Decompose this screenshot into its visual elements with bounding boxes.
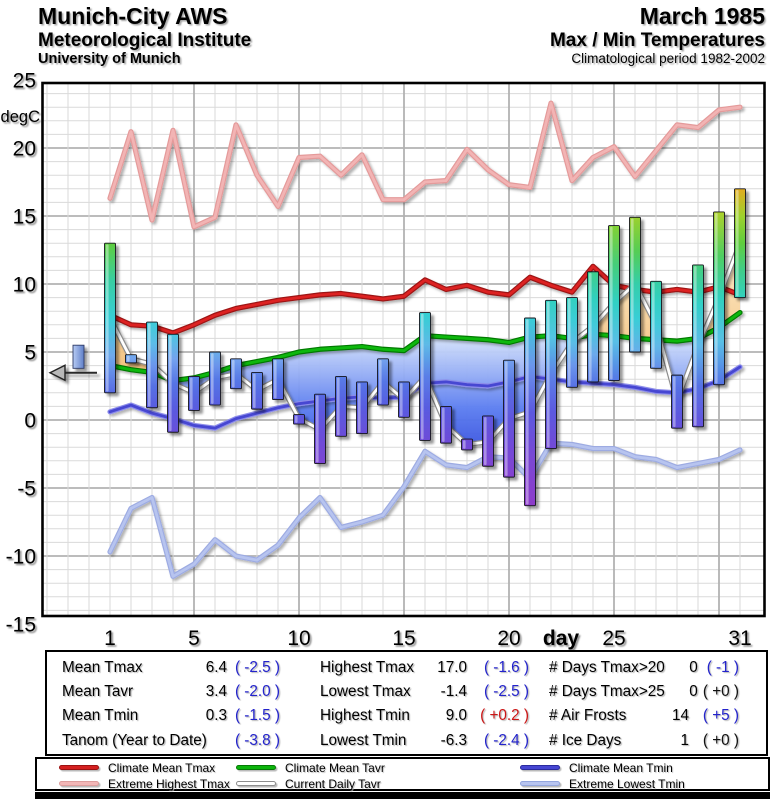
bar-day-7 — [231, 359, 242, 389]
bar-day-3 — [147, 322, 158, 408]
climatological-period: Climatological period 1982-2002 — [571, 51, 765, 67]
stat-anomaly: ( +0 ) — [702, 731, 739, 749]
bar-day-12 — [336, 376, 347, 436]
bar-day-18 — [462, 439, 473, 450]
stat-value: -6.3 — [440, 731, 467, 749]
bar-day-31 — [735, 189, 746, 298]
legend-line-swatch — [59, 765, 99, 770]
stat-label: # Ice Days — [549, 731, 622, 749]
legend-label: Climate Mean Tavr — [285, 760, 385, 775]
stat-label: Tanom (Year to Date) — [62, 731, 207, 749]
stat-label: # Air Frosts — [549, 707, 627, 725]
bar-day-9 — [273, 359, 284, 400]
stat-row — [549, 683, 739, 707]
legend-entry — [59, 761, 230, 776]
institute-name: Meteorological Institute — [38, 29, 252, 51]
stat-anomaly: ( -2.4 ) — [483, 731, 529, 749]
legend-column-2 — [236, 759, 385, 789]
bar-day-17 — [441, 406, 452, 443]
bar-day-6 — [210, 352, 221, 405]
stat-row — [549, 732, 739, 756]
stat-anomaly: ( -2.5 ) — [234, 659, 280, 676]
stat-label: Highest Tmin — [320, 707, 410, 725]
legend-line-swatch — [59, 781, 99, 786]
legend-entry — [236, 777, 385, 792]
legend-entry — [520, 777, 685, 792]
legend-column-3 — [520, 759, 685, 789]
x-tick-5: 5 — [188, 627, 200, 650]
legend-label: Current Daily Tavr — [285, 776, 381, 791]
stat-row — [320, 683, 529, 707]
stat-value: 6.4 — [205, 659, 227, 676]
bar-day-1 — [105, 243, 116, 393]
legend-line-swatch — [236, 765, 276, 770]
y-tick-5: 5 — [24, 341, 36, 365]
legend-label: Climate Mean Tmin — [569, 760, 673, 775]
bar-day-14 — [378, 359, 389, 405]
legend-label: Extreme Highest Tmax — [108, 776, 230, 791]
bottom-rule — [35, 792, 770, 799]
stat-value: -1.4 — [440, 683, 467, 701]
stat-anomaly: ( -1.6 ) — [483, 659, 529, 676]
bar-day-30 — [714, 212, 725, 385]
monthly-statistics-panel — [45, 650, 768, 756]
bar-day-28 — [672, 375, 683, 428]
stat-label: # Days Tmax>25 — [549, 683, 665, 701]
chart-legend — [35, 757, 770, 791]
mean-tavr-indicator — [50, 345, 97, 380]
x-tick-10: 10 — [287, 627, 311, 650]
legend-entry — [236, 761, 385, 776]
stat-row — [320, 659, 529, 683]
bar-day-27 — [651, 281, 662, 368]
bar-day-25 — [609, 226, 620, 381]
stat-label: # Days Tmax>20 — [549, 659, 665, 676]
bar-day-8 — [252, 372, 263, 409]
x-tick-20: 20 — [497, 627, 521, 650]
y-axis-unit: degC — [0, 108, 40, 126]
y-tick--5: -5 — [17, 477, 36, 501]
bar-day-15 — [399, 382, 410, 417]
bar-day-11 — [315, 394, 326, 463]
bar-day-16 — [420, 313, 431, 441]
y-tick-20: 20 — [12, 137, 36, 161]
stat-value: 0 — [689, 683, 698, 701]
stats-column-3 — [549, 659, 739, 756]
stat-value: 17.0 — [437, 659, 467, 676]
y-tick-10: 10 — [12, 273, 36, 297]
legend-entry — [520, 761, 685, 776]
stat-label: Lowest Tmin — [320, 731, 407, 749]
stat-value: 0.3 — [205, 707, 227, 725]
stat-anomaly: ( -3.8 ) — [234, 731, 280, 749]
stat-label: Mean Tmax — [62, 659, 143, 676]
x-tick-31: 31 — [728, 627, 752, 650]
stat-value: 14 — [671, 707, 689, 725]
x-axis-label: day — [542, 627, 580, 650]
stat-row — [320, 707, 529, 731]
stat-anomaly: ( -1 ) — [706, 659, 739, 676]
y-tick--10: -10 — [5, 545, 36, 569]
y-tick-0: 0 — [24, 409, 36, 433]
stat-row — [62, 707, 280, 731]
bar-day-10 — [294, 415, 305, 425]
bar-day-21 — [525, 318, 536, 506]
x-tick-15: 15 — [392, 627, 416, 650]
legend-line-swatch — [520, 765, 560, 770]
bar-day-4 — [168, 334, 179, 432]
stat-anomaly: ( -2.0 ) — [234, 683, 280, 701]
stat-row — [320, 732, 529, 756]
stat-value: 0 — [689, 659, 698, 676]
stats-column-1 — [62, 659, 280, 756]
stat-row — [62, 732, 280, 756]
legend-column-1 — [59, 759, 230, 789]
stat-anomaly: ( +5 ) — [702, 707, 739, 725]
bar-day-19 — [483, 416, 494, 466]
stat-label: Highest Tmax — [320, 659, 415, 676]
stat-row — [62, 659, 280, 683]
bar-day-2 — [126, 355, 137, 363]
bar-day-23 — [567, 298, 578, 388]
stat-row — [549, 707, 739, 731]
stat-anomaly: ( -2.5 ) — [483, 683, 529, 701]
bar-day-29 — [693, 265, 704, 427]
stat-value: 3.4 — [205, 683, 227, 701]
legend-line-swatch — [520, 781, 560, 786]
stat-value: 1 — [680, 731, 689, 749]
y-tick-15: 15 — [12, 205, 36, 229]
stat-label: Mean Tmin — [62, 707, 139, 725]
university-name: University of Munich — [38, 51, 181, 68]
bar-day-20 — [504, 360, 515, 477]
bar-day-24 — [588, 272, 599, 382]
report-subtitle: Max / Min Temperatures — [549, 29, 765, 51]
bar-day-26 — [630, 217, 641, 352]
stat-label: Mean Tavr — [62, 683, 134, 701]
stat-anomaly: ( +0.2 ) — [480, 707, 529, 725]
legend-entry — [59, 777, 230, 792]
x-tick-1: 1 — [104, 627, 116, 650]
bar-day-22 — [546, 300, 557, 448]
stat-anomaly: ( +0 ) — [702, 683, 739, 701]
stat-value: 9.0 — [445, 707, 467, 725]
bar-day-5 — [189, 376, 200, 410]
stat-anomaly: ( -1.5 ) — [234, 707, 280, 725]
legend-label: Extreme Lowest Tmin — [569, 776, 685, 791]
report-month: March 1985 — [639, 3, 765, 29]
y-tick--15: -15 — [5, 613, 36, 637]
stat-row — [549, 659, 739, 683]
stat-label: Lowest Tmax — [320, 683, 411, 701]
x-tick-25: 25 — [602, 627, 626, 650]
station-name: Munich-City AWS — [38, 3, 228, 29]
bar-day-13 — [357, 382, 368, 434]
legend-line-swatch — [236, 781, 276, 786]
stats-column-2 — [320, 659, 529, 756]
legend-label: Climate Mean Tmax — [108, 760, 216, 775]
stat-row — [62, 683, 280, 707]
y-tick-25: 25 — [12, 69, 36, 93]
